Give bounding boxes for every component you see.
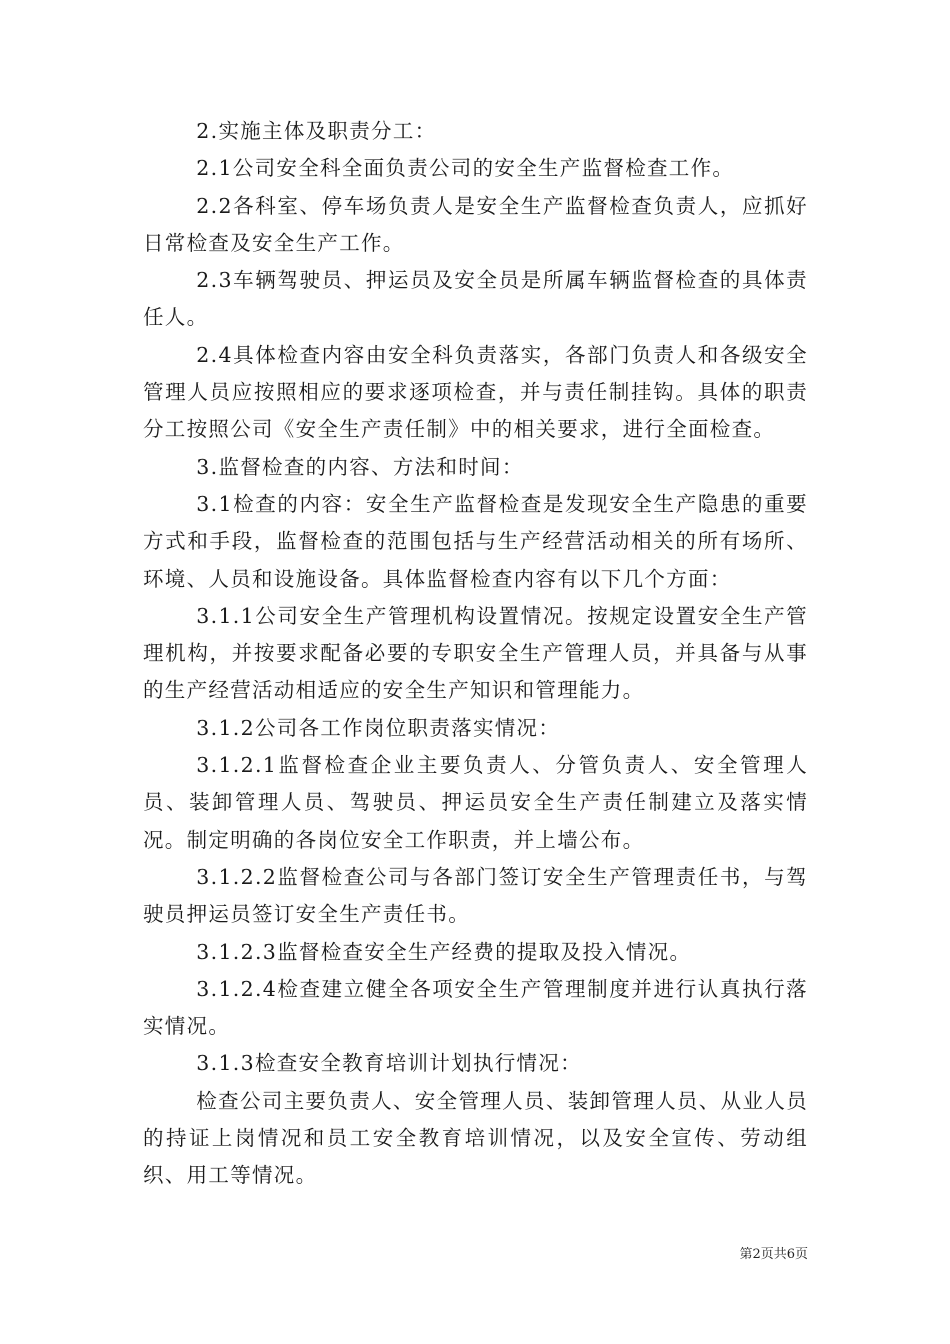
paragraph: 2.2各科室、停车场负责人是安全生产监督检查负责人，应抓好日常检查及安全生产工作。 [143,193,808,255]
paragraph: 3.1.2.4检查建立健全各项安全生产管理制度并进行认真执行落实情况。 [143,976,808,1039]
document-body [143,113,808,1195]
paragraph: 2.4具体检查内容由安全科负责落实，各部门负责人和各级安全管理人员应按照相应的要求逐项检查，并与责任制挂钩。具体的职责分工按照公司《安全生产责任制》中的相关要求，进行全面检查。 [143,342,808,442]
paragraph: 3.1.2.2监督检查公司与各部门签订安全生产管理责任书，与驾驶员押运员签订安全生产责任书。 [143,864,808,927]
paragraph: 3.1.2公司各工作岗位职责落实情况： [196,715,561,740]
paragraph: 3.1检查的内容：安全生产监督检查是发现安全生产隐患的重要方式和手段，监督检查的范围包括与生产经营活动相关的所有场所、环境、人员和设施设备。具体监督检查内容有以下几个方面： [143,491,808,591]
paragraph: 2.实施主体及职责分工： [196,119,437,143]
paragraph: 3.1.3检查安全教育培训计划执行情况： [196,1051,582,1076]
paragraph: 3.1.2.3监督检查安全生产经费的提取及投入情况。 [196,939,692,964]
paragraph: 检查公司主要负责人、安全管理人员、装卸管理人员、从业人员的持证上岗情况和员工安全教育培训情况，以及安全宣传、劳动组织、用工等情况。 [143,1088,808,1188]
page-number: 第2页共6页 [739,1247,808,1262]
paragraph: 3.1.1公司安全生产管理机构设置情况。按规定设置安全生产管理机构，并按要求配备必要的专职安全生产管理人员，并具备与从事的生产经营活动相适应的安全生产知识和管理能力。 [143,603,808,703]
paragraph: 2.3车辆驾驶员、押运员及安全员是所属车辆监督检查的具体责任人。 [143,268,808,330]
paragraph: 2.1公司安全科全面负责公司的安全生产监督检查工作。 [196,156,735,181]
paragraph: 3.监督检查的内容、方法和时间： [196,454,524,479]
paragraph: 3.1.2.1监督检查企业主要负责人、分管负责人、安全管理人员、装卸管理人员、驾驶员、押运员安全生产责任制建立及落实情况。制定明确的各岗位安全工作职责，并上墙公布。 [143,753,808,852]
